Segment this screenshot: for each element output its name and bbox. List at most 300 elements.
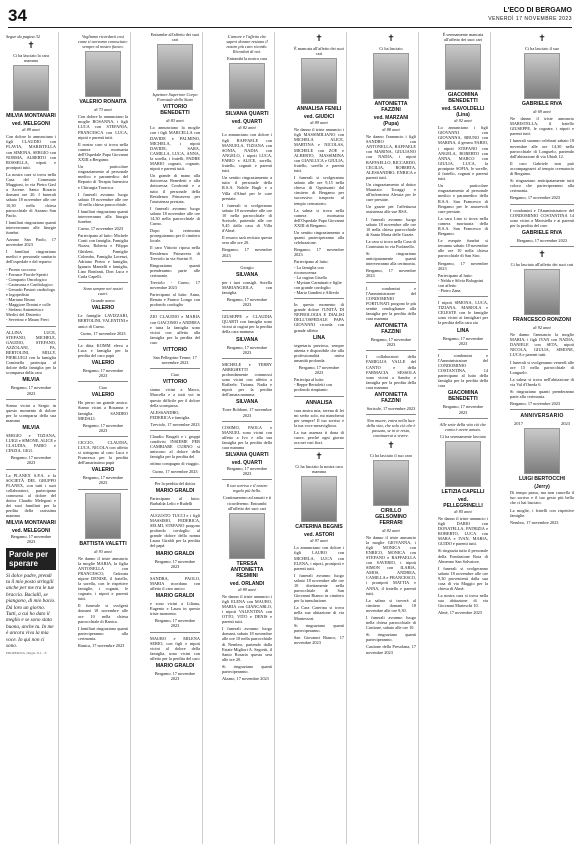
notice-text: Ho perso un grande amico. Siamo vicini a Rosanna e famiglia. SANDRO MEDALI.: [78, 400, 128, 421]
deceased-name: SILVANA QUARTI: [225, 452, 269, 459]
year-start: 2017: [514, 421, 523, 427]
notice-text: Il caro Vittorio riposa nella Residenza Primavera di Treviolo in via Sorrini 8.: [150, 245, 200, 261]
divider: [150, 509, 200, 510]
notice-intro: Ci ha lasciato all'affetto dei suoi cari: [510, 261, 574, 267]
deceased-name-sub: ved. MELEGONI: [11, 121, 51, 128]
notice-text: Lo annunciano con dolore i figli RAFFAELE con MANUELA, TIZIANA con SONIA, NADIA con ANGELO, i nipoti LUCA, FABIO e ALICE, sorella, fratello, cognati e parenti tutti.: [222, 132, 272, 174]
notice-place-date: Curno, 17 novembre 2023: [152, 468, 198, 474]
deceased-name: SILVANA: [236, 399, 258, 406]
deceased-name: CIRILLO GELSOMINO FERRARI: [375, 507, 407, 526]
notice-place-date: Bergamo, 17 novembre 2023: [298, 365, 340, 376]
notice-text: Il caro Gabriele non può accompagnarvi al tempio crematorio di Bergamo.: [510, 160, 574, 177]
notice-place-date: Bergamo, 17 novembre 2023: [82, 368, 124, 379]
deceased-name: LUIGI BERTOCCHI: [518, 476, 566, 483]
deceased-name: FRANCESCO RONZONI: [512, 317, 572, 324]
notice-text: Un sentito ringraziamento a quanti parteciperanno alla celebrazione.: [294, 229, 344, 246]
notice-text: MAURO e MILENA SERIO, con figli e nipoti vicini al dolore della famiglia, sono vicini con affetto per la perdita del caro: [150, 635, 200, 661]
notice-text: Il nostro caro si trova nella camera mortuaria dell'Ospedale Papa Giovanni XXIII a Bergamo.: [78, 141, 128, 163]
deceased-name: GIACOMINA BENEDETTI: [447, 92, 479, 105]
notice-place-date: Bergamo, 17 novembre 2023: [510, 195, 561, 201]
notice-text: Ne danno il triste annuncio la moglie GIOVANNA, i figli MONICA con ENRICO, MONICA con STEFANO e RAFFAELLA con SAVERIO, i nipoti SIMON con ILARIA, AMOS, ANDREA, CAMILLA e FRANCESCO, i pronipoti MATTIA e ANNA, il fratello e parenti tutti.: [366, 534, 416, 596]
notice-place-date: Bergamo, 17 novembre 2023: [154, 618, 196, 629]
notice-place-date: Torre Boldone, 17 novembre 2023: [222, 407, 272, 418]
notice-text: ottimo compagno di viaggio.: [150, 461, 200, 467]
notice-place-date: Alzano, 17 novembre 2023: [222, 676, 269, 682]
notice-text: SANDRA, PAOLO, MARIA ricordano con affetto il caro amico: [150, 575, 200, 591]
notice-text: Un grazie per l'affettuosa assistenza alle sue RSA.: [366, 204, 416, 215]
participants-list: Partecipano al lutto: - La famiglia con riconoscenza - La cugina Gisella - Myriam Carminati e figlie con grande cordoglio - Maria Gandini e Alfredo: [294, 259, 342, 295]
deceased-name: GABRIELE RIVA: [521, 229, 563, 236]
notice-text: Giorgio: [240, 264, 254, 270]
notice-place-date: Treviolo - Curno, 17 novembre 2023: [150, 280, 200, 291]
portrait-photo: [229, 513, 265, 559]
notice-intro: Ci ha lasciato la cara mamma: [13, 53, 49, 64]
column-6: [364, 32, 419, 844]
page-header: [8, 6, 572, 28]
notice-text: Lo annunciano i figli GIOVANNI con GIOVANNA, BRUNO con MARINA, il genero FABIO, i nipoti STEFANO con ANGELA, ROBERTO con ANNA, MARCO con GIULIA, LUCA, la pronipote SOFIA, le sorelle, il fratello, cognati e parenti tutti.: [438, 125, 488, 182]
deceased-age: di 89 anni: [22, 127, 40, 133]
divider: [510, 204, 574, 205]
cross-icon: ✝: [538, 34, 546, 44]
notice-intro: Ci ha lasciato il suo caro: [369, 452, 413, 458]
column-2: [76, 32, 131, 844]
deceased-age: di 89 anni: [238, 586, 256, 592]
notice-place-date: Bergamo, 17 novembre 2023: [226, 297, 268, 308]
divider: [510, 246, 574, 247]
deceased-name-sub: ved. QUARTI: [231, 460, 263, 467]
deceased-age: di 83 anni: [166, 118, 184, 124]
notice-place-date: San Pellegrino Terme, 17 novembre 2023: [153, 355, 197, 366]
notice-text: La cara Lina si trova nella camera mortuaria della R.S.A. San Francesco di Bergamo.: [438, 215, 488, 237]
notice-text: Ne danno il triste annuncio i figli DARIO con DONATELLA, PATRIZIA e ROBERTO, LUCA con MARA e IVAN, MARIA, GUIDO e parenti tutti.: [438, 515, 488, 547]
notice-text: CICCIO, CLAUDIA, LUCA, NICOLA con affetto si stringono al caro Luca e Francesca per la perdita dell'amatissimo papà: [78, 439, 128, 466]
divider: [438, 349, 488, 350]
notice-text: I condomini e l'Amministratore del CONDOMINIO COSTANTINA 14 sono vicini a Maristella e ai parenti per la perdita del caro: [510, 207, 574, 228]
publication-date: VENERDÌ 17 NOVEMBRE 2023: [488, 16, 572, 22]
notice-text: Ne danno il triste annuncio i figli ELENA con MAURO, MARIA con GIANCARLO, i nipoti VALENTINA con OTTO, VITO e DENIS e parenti tutti.: [222, 593, 272, 625]
notice-text: Si ringraziano anticipatamente quanti interverranno alla cerimonia.: [366, 251, 416, 267]
notice-text: In questo momento di grande dolore l'UNITÀ DI NEFROLOGIA E DIALISI DELL'OSPEDALE PAPA GIOVANNI ricorda con grande affetto: [294, 302, 344, 333]
notice-text: Un sentito ringraziamento a tutto il personale della R.S.A. Nobile Bugli e a Villa d'Almè per le cure prestate.: [222, 175, 272, 201]
notice-text: Le famiglie LAVIZZARI, BERTOLINI, VALENTINI e amici di Curno.: [78, 313, 128, 329]
deceased-name-sub: ved. ORLANDI: [229, 580, 265, 587]
deceased-name: GIACOMINA BENEDETTI: [447, 390, 479, 403]
divider: [222, 310, 272, 311]
notice-intro: Entrambe all'affetto dei suoi cari: [150, 32, 200, 43]
notice-place-date: Sorisole, 17 novembre 2023: [366, 406, 416, 412]
notice-text: Si ringraziano quanti parteciperanno.: [366, 632, 416, 643]
notice-place-date: Bergamo, 17 novembre 2023: [10, 534, 52, 545]
deceased-age: di 69 anni: [533, 109, 551, 115]
participants-list: Partecipano al lutto: - Nelda e Silvia Bolognini con affetto - Pietro Zana: [438, 272, 484, 293]
notice-text: I funerali avranno luogo domani, sabato 18 novembre alle ore 10 nella parrocchiale di Nembro, partendo dalla Estate Migliori A. Segretti, il Santo Rosario questa sera alle ore 20.: [222, 626, 272, 662]
notice-text: Ne danno il triste annuncio la moglie MARIA, la figlia ANTONELLA con FRANCESCO, l'adorata nipote DENISE, il fratello, la sorella, con le rispettive famiglie, i cognati, le cognate, i nipoti e parenti tutti.: [78, 555, 128, 602]
deceased-name: TERESA ANTONIETTA RESMINI: [230, 560, 264, 579]
notice-place-date: Nembro, 17 novembre 2023: [510, 519, 559, 525]
deceased-name: VALERIO: [91, 360, 115, 367]
notice-text: I funerali saranno celebrati sabato 18 novembre alle ore 14,30 nella parrocchiale di Longuelo, partendo dall'abitazione di via Ubiali 12.: [510, 138, 574, 159]
notice-text: Ne danno il triste annuncio MARISTELLA, il fratello GIUSEPPE, le cognate, i nipoti e parenti tutti.: [510, 116, 574, 137]
notice-place-date: Bergamo, 17 novembre 2023: [510, 401, 561, 407]
notice-place-date: Bergamo, 17 novembre 2023: [370, 337, 412, 348]
notice-epigraph: L'amore e l'affetto che sapevi donare restano il nostro più caro ricordo. Ricordati di noi.: [226, 34, 268, 55]
notice-text: Ciao: [98, 385, 108, 391]
notice-text: La ditta KOMM eleva a Luca e famiglia per la perdita del caro papà: [78, 342, 128, 358]
deceased-name: SILVANA: [236, 271, 258, 278]
divider: [150, 430, 200, 431]
portrait-photo: [301, 58, 337, 104]
notice-place-date: Bergamo, 17 novembre 2023: [294, 247, 344, 258]
notice-intro: Ci ha lasciato la nostra cara mamma: [295, 464, 343, 475]
anniversary-years: [510, 421, 574, 426]
divider: [438, 296, 488, 297]
notice-text: Un particolare ringraziamento al personale medico e paramedico del Reparto di Terapia Intensiva e Chirurgia Toracica.: [78, 164, 128, 190]
notice-text: ALLINA LUCE, STEFANO, MICHELE, GAUDIO, STEFANO, AZZOLANI, FA, BERTOLINI, MILLY, PIERLUIGI con la famiglia Cominella partecipa al dolore della famiglia per la scomparsa della cara: [6, 329, 56, 376]
notice-text: I funerali avranno luogo sabato 18 novembre alle ore 10 direttamente nella parrocchiale di San Giovanni Bianco in cimitero per la tumulazione.: [294, 572, 344, 604]
portrait-photo: [85, 51, 121, 97]
notice-place-date: Treviolo, 17 novembre 2023: [150, 421, 200, 427]
deceased-name: MILVIA: [22, 377, 40, 384]
deceased-name-sub: ved. MARZANI: [373, 115, 409, 122]
notice-epigraph: Il tuo sorriso e il nostro regalo più bello.: [226, 483, 268, 494]
page-number: 34: [8, 6, 27, 25]
notice-place-date: Ranica, 17 novembre 2023: [78, 643, 125, 649]
notice-text: Il funerale si svolgerà domani 18 novembre alle ore 10 nella chiesa parrocchiale di Ranica.: [78, 603, 128, 624]
notice-text: Un ringraziamento al dottor Maurizio Tocaggi e all'infermiera Alessia per le cure prestate.: [366, 181, 416, 203]
divider: [78, 436, 128, 437]
deceased-name-sub: ved. PELLEGRINELLI: [443, 496, 483, 509]
portrait-photo: [13, 65, 49, 111]
notice-text: Dopo la cerimonia proseguiranno per il cimitero locale.: [150, 228, 200, 244]
notice-intro: Ci ha lasciato il suo: [525, 46, 559, 51]
portrait-photo: [373, 460, 409, 506]
notice-text: ALESSANDRO, FEDERICA e famiglia.: [150, 409, 191, 420]
deceased-nickname: (Lina): [456, 112, 470, 119]
column-3: [148, 32, 203, 844]
divider: [294, 396, 344, 397]
notice-text: La nostra cara si trova nella sua abitazione di via Giovanni Marieschi 10.: [438, 593, 488, 609]
cross-icon: ✝: [538, 249, 546, 260]
deceased-age: di 89 anni: [310, 120, 328, 126]
notice-place-date: Bergamo, 17 novembre 2023: [516, 237, 568, 243]
notice-text: I funerali avranno luogo nella chiesa parrocchiale di Castione, sabato alle ore 10.: [366, 615, 416, 631]
poem-text: Si dolce padre, prendi tu il mio posto stringili anche per me tra le tue braccia. Bacialli, se piangono, di mio bacio. Dà loro un giorno. Tutti, a cui ho dato il meglio e se sono stata buona, anche tu. In me è ancora viva la mia voce. Io qui non ci sono.: [6, 572, 56, 650]
divider: [294, 298, 344, 299]
notice-text: Si ringraziano quanti prenderanno parte alla cerimonia.: [510, 389, 574, 400]
notice-text: I familiari ringraziano medici e personale sanitario dell'ospedale e del reparto:: [6, 249, 56, 265]
divider: [294, 448, 344, 449]
portrait-photo: [524, 428, 560, 474]
notice-place-date: Bergamo, 17 novembre 2023: [226, 466, 268, 477]
portrait-photo: [445, 441, 481, 487]
portrait-photo: [524, 53, 560, 99]
cross-icon: ✝: [27, 41, 35, 52]
notice-text: La salma si trova nella camera mortuaria dell'Ospedale Papa Giovanni XXIII di Bergamo.: [294, 207, 344, 228]
deceased-name: VALERIO RONAITA: [79, 99, 127, 106]
deceased-name-sub: ved. QUARTI: [231, 119, 263, 126]
deceased-name: MARIO GRALDI: [155, 593, 195, 600]
deceased-age: di 82 anni: [238, 125, 256, 131]
notice-intro: Ci ha serenamente lasciato: [440, 433, 486, 439]
notice-text: I nipoti SIMONA, LUCA, TIZIANA, MARIOLA e CELESTE con le famiglie sono vicini ai famigliari per la perdita della cara zia: [438, 300, 488, 326]
notice-text: I condomini e l'Amministratore del CONDOMINIO FORTUNATI porgono le più sentite condoglianze alla famiglia per la perdita della cara mamma: [366, 285, 416, 322]
divider: [78, 282, 128, 283]
deceased-age: di 97 anni: [310, 538, 328, 544]
notice-text: Partecipano al lutto: Barbalda Lelio e Rudelli: [150, 495, 200, 506]
divider: [150, 310, 200, 311]
notice-intro: Ci ha lasciato: [379, 46, 403, 51]
divider: [78, 381, 128, 382]
poem-title: Parole per sperare: [6, 548, 56, 570]
notice-intro: È mancata all'affetto dei suoi cari: [294, 46, 344, 57]
notice-text: siamo vicini a Marco, Marcella e a tutti voi in questo difficile per il dolore della scomparsa.: [150, 387, 200, 408]
notice-place-date: Azzano San Paolo, 17 novembre 2023: [6, 237, 56, 248]
notice-place-date: Bergamo, 17 novembre 2023: [10, 385, 52, 396]
continued-label: Segue da pagina 32: [6, 34, 41, 39]
deceased-name: BATTISTA VALETTI: [79, 540, 127, 547]
divider: [6, 469, 56, 470]
notice-place-date: Bergamo, 17 novembre 2023: [154, 670, 196, 682]
notice-text: I funerali si svolgeranno sabato alle ore 9,15 nella chiesa di Ognissanti dal cimitero di Bergamo per successivo trasporto al tempio crematorio.: [294, 175, 344, 206]
deceased-name: MARIO GRALDI: [155, 550, 195, 557]
deceased-name: MARIO GRALDI: [155, 487, 195, 494]
notice-text: I funerali avranno luogo sabato 18 novembre alle ore 10 nella chiesa parrocchiale.: [78, 191, 128, 207]
notice-place-date: Bergamo, 17 novembre 2023: [366, 268, 416, 279]
notice-text: GIUSEPPE e CLAUDIA QUARTI con famiglia sono vicini ai cugini per la perdita della cara mamma: [222, 314, 272, 335]
anniversary-heading: ANNIVERSARIO: [520, 413, 564, 420]
cross-icon: ✝: [387, 34, 395, 44]
notice-text: I funerali avranno luogo sabato 18 novembre alle ore 14,30 nella parrocchiale di Curno.: [150, 205, 200, 227]
deceased-name: VITTORIO: [162, 379, 188, 386]
notice-text: MICHELE e TERRY ARRIGHETTI profondamente commossi sono vicini con affetto a Raffaele, Tiziana, Nadia e nipoti per la perdita dell'amata mamma: [222, 361, 272, 398]
divider: [510, 409, 574, 410]
column-8: [508, 32, 576, 844]
notice-place-date: Bergamo, 17 novembre 2023: [154, 558, 196, 569]
notice-text: La salma si troverà al cimitero domani 18 novembre alle ore 9,30.: [366, 597, 416, 613]
notice-place-date: Almè, 17 novembre 2023: [438, 610, 482, 616]
divider: [78, 339, 128, 340]
notice-text: Siamo vicini a Sergio in questo momento di dolore per la scomparsa della sua mamma: [6, 402, 56, 423]
notice-text: AUGUSTO TUCCI e i figli MASSIMO, FEDERICA, SELMI, STEFANO porgono profondo cordoglio al grande dolore della nonna Laura Giraldi per la perdita del papà: [150, 512, 200, 549]
notice-text: I condomini e l'Amministratore del CONDOMINIO COSTANTINA, 14 partecipano al lutto della famiglia per la perdita della cara: [438, 352, 488, 389]
notice-text: La moglie, i fratelli con rispettive famiglie.: [510, 507, 574, 518]
notice-place-date: Bergamo, 17 novembre 2023: [438, 260, 488, 271]
deceased-name: SILVANA QUARTI: [225, 111, 269, 118]
divider: [150, 477, 200, 478]
cross-icon: ✝: [387, 440, 395, 451]
notice-text: I funerali si svolgeranno sabato 18 novembre alle ore 10 nella parrocchiale di Sorisole, partendo alle ore 9,45 dalla casa di Villa d'Almè.: [222, 202, 272, 234]
portrait-photo: [85, 493, 121, 539]
notice-text: cara amica mia, serena di lei mi serbo solo, mi mancherai per sempre! Il tuo sorriso e la tua voce meravigliosa.: [294, 407, 344, 428]
notice-text: Ringraziamo quanti prenderanno parte alle cerimonie.: [150, 262, 200, 278]
notice-text: La Cara Caterina si trova nella sua abitazione di via Montessori.: [294, 605, 344, 621]
notice-text: Partecipano al lutto: Anna, Renato e Franco Longo con profondo cordoglio: [150, 292, 200, 308]
portrait-photo: [445, 44, 481, 90]
notice-text: La cara si trova nella Casa di Commiato in via Furfanello.: [366, 238, 416, 249]
notice-text: Grande uomo: [91, 298, 115, 304]
divider: [222, 358, 272, 359]
column-7: [436, 32, 491, 844]
notice-text: Si ringrazia tutto il personale della Fondazione Rota di Almenno San Salvatore.: [438, 548, 488, 564]
notice-text: I funerali si svolgeranno venerdì alle ore 15 nella parrocchiale di Longuelo.: [510, 359, 574, 375]
notice-place-date: Bergamo, 17 novembre 2023: [226, 344, 268, 355]
column-4: [220, 32, 275, 844]
deceased-name: ANTONIETTA FAZZINI: [374, 101, 408, 114]
notice-place-date: Castione della Presolana, 17 novembre 2023: [366, 644, 416, 655]
notice-epigraph: Vogliamo ricordarti così come ti avevamo conosciuto: sempre al nostro fianco.: [78, 34, 128, 50]
divider: [366, 414, 416, 415]
notice-intro: Continueremo ad amarti e ti ricorderemo. Entrambi all'affetto dei suoi cari: [222, 495, 272, 511]
notice-text: Si ringraziano anticipatamente tutti coloro che parteciperanno alla cerimonia.: [510, 178, 574, 194]
deceased-age: di 88 anni: [382, 127, 400, 133]
notice-text: e sono vicini a Liliana, Eugenio e Laura in questo triste momento.: [150, 601, 200, 617]
column-1: [4, 32, 59, 844]
notice-text: ZIO CLAUDIO e MARIA con GIACOMO e ANDREA e tutta la famiglia sono vicini con affetto alla famiglia per la perdita del caro: [150, 314, 200, 345]
deceased-nickname: (Pupa): [383, 121, 399, 128]
divider: [438, 418, 488, 419]
deceased-name: MILVIA: [22, 424, 40, 431]
notice-text: SERGIO e TIZIANA, LUIGI e SIMONE, ALICE e CLAUDIA, FABIO e CINZIA, GIGI.: [6, 432, 56, 454]
notice-text: Per la perdita del dottor: [154, 480, 196, 486]
notice-epigraph: Alle sette della vita ciò che conta è avere amato.: [439, 421, 487, 432]
notice-text: COSIMO, PAOLA e MANUEL sono vicini con affetto a Ivo e alla sua famiglia per la perdita della cara mamma: [222, 424, 272, 450]
notice-text: La tua assenza ti dona di cuore, perché ogni giorno ora nei vari fiori.: [294, 429, 344, 446]
notice-text: Si ringraziano quanti parteciperanno.: [222, 663, 272, 675]
portrait-photo: [373, 53, 409, 99]
portrait-photo: [157, 44, 193, 90]
notice-place-date: Bergamo, 17 novembre 2023: [442, 404, 484, 415]
deceased-name-sub: ved. MELEGONI: [11, 528, 51, 535]
notice-title: Ispettore Superiore Corpo Forestale dello Stato: [152, 92, 198, 103]
notice-text: Il rosario sarà recitato questa sera alle ore 20.: [222, 235, 272, 246]
divider: [366, 350, 416, 351]
deceased-age: di 92 anni: [454, 118, 472, 124]
notice-text: Claudio Brugali e i gruppi condivisi INSIEME PER CAMBIARE CURNO si uniscono al dolore della famiglia per la perdita del: [150, 433, 200, 460]
notice-text: Le esequie funebri si terranno sabato 18 novembre alle ore 10 nella chiesa parrocchiale di San Siro.: [438, 238, 488, 259]
notice-text: Un particolare ringraziamento al personale medico e paramedico della R.S.A. San Francesco di Bergamo per le amorevoli cure prestate.: [438, 183, 488, 214]
deceased-age: di 92 anni: [533, 325, 551, 331]
notice-intro: È serenamente mancata all'affetto dei suoi cari: [442, 32, 484, 43]
cross-icon: ✝: [315, 34, 323, 44]
deceased-name: LINA: [456, 327, 470, 334]
notice-text: I funerali avranno luogo sabato 18 novembre alle ore 10 nella chiesa parrocchiale di Santa Maria delle Grazie.: [366, 216, 416, 237]
deceased-name: VALERIO: [91, 305, 115, 312]
deceased-name: ANTONIETTA FAZZINI: [374, 392, 408, 405]
notice-text: Con dolore lo annunciano la moglie ROSANNA, i figli LUCA con STEFANIA, FRANCESCA con LUCA, nipoti e parenti tutti.: [78, 114, 128, 140]
column-5: [292, 32, 347, 844]
notice-text: segretaria preziosa, sempre attenta e disponibile che alla professionalità univa umanità profonda.: [294, 342, 344, 363]
notice-text: Ciao: [170, 372, 180, 378]
divider: [6, 399, 56, 400]
divider: [222, 479, 272, 480]
deceased-name-sub: ved. SAVOLDELLI: [441, 106, 485, 113]
divider: [366, 282, 416, 283]
notice-text: Lo annunciano con dolore i figli LAURO con MICHELA, LUCA con ELENA, i nipoti, pronipoti e parenti tutti.: [294, 545, 344, 571]
notice-place-date: Curno, 17 novembre 2023: [80, 330, 126, 336]
notice-place-date: Bergamo, 17 novembre 2023: [442, 335, 484, 346]
notice-text: I familiari ringraziano quanti interverranno alla liturgia funebre.: [78, 208, 128, 225]
notice-text: La PLANEX S.P.A. e la SOCIETÀ DEL GRUPPO PLANEX, con tutti i suoi collaboratori, partecipano commossi al dolore del dottor Claudio Melegoni e dei suoi familiari per la perdita della carissima mamma: [6, 472, 56, 519]
deceased-name: LETIZIA CAPELLI: [441, 488, 485, 495]
notice-epigraph: Non muore, entra nella luce della vita, che solo ciò che è passato, se in te resta, continuerai a vivere.: [366, 418, 416, 439]
deceased-name: VITTORIO BENEDETTI: [160, 104, 190, 117]
publication-name: L'ECO DI BERGAMO: [503, 7, 572, 14]
divider: [150, 572, 200, 573]
divider: [6, 326, 56, 327]
deceased-age: di 73 anni: [94, 107, 112, 113]
notice-text: Ne danno l'annuncio i figli SANDRO con ANTONELLA, RAFFAELE con MARINA, GIULIANO con NADIA, i nipoti RAFFAELLO, RICCARDO, CECILIA, ROBERTA, ALESSANDRO, ENRICA e parenti tutti.: [366, 134, 416, 180]
deceased-age: di 85 anni: [454, 508, 472, 514]
notice-text: Ne danno l'annuncio la moglie MARIA, i figli IVAN con NADIA, DANIELE con SETA, nipoti NICOLA, GIULIA, SIMONE, LUCA e parenti tutti.: [510, 332, 574, 358]
deceased-name: VALERIO: [91, 392, 115, 399]
deceased-name: ANNALISA: [305, 399, 333, 406]
deceased-name: LINA: [312, 334, 326, 341]
deceased-name-sub: ved. ASTORI: [303, 532, 334, 539]
notice-text: Partecipano al lutto: Michele Conti con famiglia, Famiglia Nozza, Roberta e Filippo Ghisleni, Famiglie Colombo, Famiglia Lorenzi, Adriano Pietro e famiglia, Ignazio Mantelli e famiglia, Lino Bonfanti, Don Luca e Carla Capelli.: [78, 233, 128, 279]
deceased-name: CATERINA BEGNIS: [295, 524, 343, 531]
deceased-age: di 93 anni: [94, 548, 112, 554]
notice-text: I familiari ringraziano quanti interverranno alle liturgie funebri.: [6, 219, 56, 235]
deceased-name: ANTONIETTA FAZZINI: [374, 323, 408, 336]
notice-place-date: Bergamo, 17 novembre 2023: [82, 475, 124, 486]
notice-place-date: San Giovanni Bianco, 17 novembre 2023: [294, 634, 344, 645]
notice-text: I familiari ringraziano quanti parteciperanno alla cerimonia.: [78, 625, 128, 641]
deceased-nickname: (Jerry): [534, 484, 550, 491]
notice-text: per i tuoi consigli. Sorella MARIANGIOLA con famiglia.: [222, 279, 272, 295]
notice-text: La nostra cara si trova nella Casa del Commiato Maggioni, in via Pietro Gasl a Arcene. Santo Rosario domani ore 20. I funerali sabato 18 novembre alle ore 10,30 nella chiesa parrocchiale di Azzano San Paolo.: [6, 171, 56, 218]
notice-text: Un grande di mano alla dottoressa Benedetti e alla dottoressa Confronti e a tutto il personale della Residenza Primavera per l'assistenza prestata.: [150, 173, 200, 204]
notice-place-date: Bergamo, 17 novembre 2023: [222, 247, 272, 258]
deceased-name: VITTORIO: [162, 347, 188, 354]
deceased-name: GABRIELE RIVA: [521, 101, 563, 108]
year-end: 2023: [561, 421, 570, 427]
notice-epigraph: Sono sempre nei nostri cuori.: [83, 286, 123, 297]
divider: [78, 489, 128, 490]
divider: [222, 261, 272, 262]
divider: [222, 421, 272, 422]
notice-text: Con dolore lo annunciano i figli CLAUDIO con FLAVIA, MARISTELLA con SIMONA, SERGIO con NORMA, ALBERTO con ROSSELLA, nipoti e pronipoti tutti.: [6, 134, 56, 170]
notice-text: I collaboratori della FAMIGLIA VALLE del CANTO e della FARMACIA SESSOLA sono vicini a Sandro e famiglia per la perdita della cara mamma: [366, 354, 416, 390]
notice-text: Si ringraziano quanti parteciperanno.: [294, 622, 344, 633]
deceased-name: SILVANA: [236, 336, 258, 343]
divider: [150, 632, 200, 633]
deceased-name: MARIO GRALDI: [155, 662, 195, 669]
deceased-name: MILVIA MONTANARI: [6, 113, 56, 120]
page-footnote: PROPERZIA | Regie. P.I. - 8: [6, 651, 47, 656]
deceased-name: VALERIO: [91, 467, 115, 474]
notice-place-date: Bergamo, 17 novembre 2023: [10, 455, 52, 466]
portrait-photo: [301, 476, 337, 522]
deceased-name-sub: ved. GIUDICI: [303, 114, 335, 121]
notice-text: I funerali si svolgeranno sabato 18 novembre alle ore 9,30 provenienti dalla sua casa di via Maggio per la chiesa di Almè.: [438, 565, 488, 592]
deceased-name: ANNALISA FENILI: [296, 106, 342, 113]
notice-text: La salma si trova nell'abitazione di via Val d'Oneda 6.: [510, 376, 574, 387]
deceased-age: di 82 anni: [382, 527, 400, 533]
notice-intro: Entrambi la nostra cara: [227, 56, 267, 62]
participants-list: Partecipa al lutto: - Beppe Bertoletti con profondo rimpianto: [294, 377, 333, 393]
notice-text: Lo annunciano la moglie con i figli MARCELLA con DAVIDE e PALMINO, MICHELA, i nipoti DAVIDE, SARA, CAMILLA, LUCA, ANNA, la sorella, i fratelli, PADRE MARIO cognati, cognate, nipoti e parenti tutti.: [150, 125, 200, 172]
portrait-photo: [229, 63, 265, 109]
cross-icon: ✝: [315, 452, 323, 463]
deceased-name: MILVIA MONTANARI: [6, 520, 56, 527]
notice-text: Di tempo passa, ma non cancella il tuo sorriso e il tuo gesto più bello che ci hai lasciato.: [510, 490, 574, 506]
participants-list: - Pronto soccorso - Fornace Fiordo-Speriti - Comparto Oncologico - Casinsona e Cardiologico - Gerardo Pastori cardiologo e logopedista - Mariano Bruno - Maggiore Donini e colle - Stefano Antonietta e Medici del Distretto - Severino e Mauro Freri: [6, 266, 56, 323]
portrait-photo: [524, 269, 560, 315]
divider: [150, 368, 200, 369]
notice-place-date: Curno, 17 novembre 2023: [78, 226, 124, 232]
notice-place-date: Bergamo, 17 novembre 2023: [82, 422, 124, 433]
notice-text: Ne danno il triste annuncio i figli MASSIMILIANO con MICHELA ALICE, MARTINA e NICOLAS, MICHELE con ZOE e ALBERTO, MASSIMINA con GIANLUCA e GIULIA, fratello, sorella e parenti tutti.: [294, 127, 344, 173]
